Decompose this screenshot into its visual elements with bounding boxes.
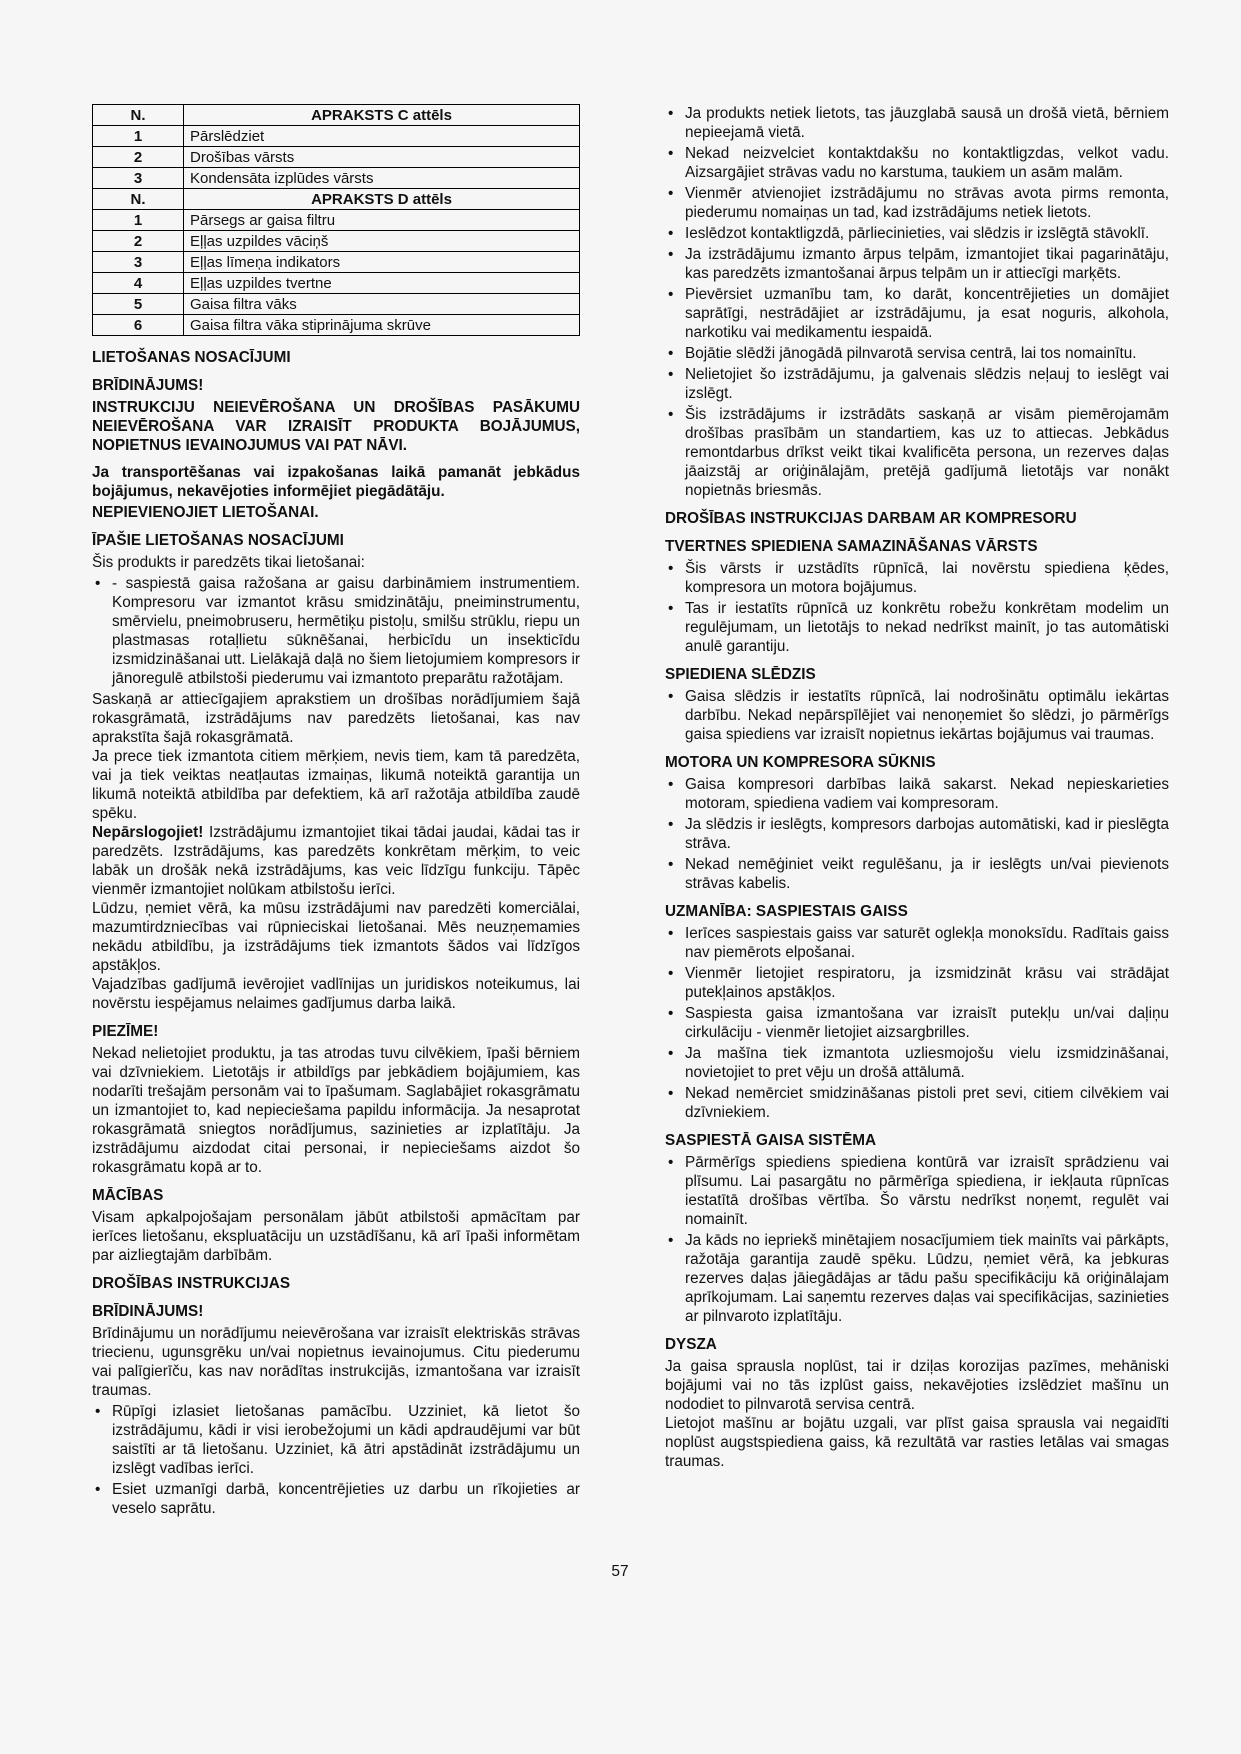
table-row [93, 147, 580, 168]
list-item: • Vienmēr lietojiet respiratoru, ja izsmidzināt krāsu vai strādājat putekļainos apstākļos. [665, 964, 1169, 1002]
heading-spiediena: SPIEDIENA SLĒDZIS [665, 666, 816, 683]
paragraph-ja-prece: Ja prece tiek izmantota citiem mērķiem, nevis tiem, kam tā paredzēta, vai ja tiek veiktas neatļautas izmaiņas, likumā noteiktā garantija un likumā noteiktā atbildība par defektiem, kā arī ražotāja atbildība zaudē spēku. [92, 748, 580, 822]
list-item: • Šis vārsts ir uzstādīts rūpnīcā, lai novērstu spiediena ķēdes, kompresora un motora bojājumus. [665, 559, 1169, 597]
list-item: • Tas ir iestatīts rūpnīcā uz konkrētu robežu konkrētam modelim un regulējumam, un lietotājs to nekad nedrīkst mainīt, jo tas automātiski anulē garantiju. [665, 599, 1169, 656]
heading-bridinajums-1: BRĪDINĀJUMS! [92, 377, 204, 394]
general-safety-list [665, 104, 1169, 500]
table-header-title: APRAKSTS D attēls [184, 189, 580, 210]
warning-caps: INSTRUKCIJU NEIEVĒROŠANA UN DROŠĪBAS PASĀKUMU NEIEVĒROŠANA VAR IZRAISĪT PRODUKTA BOJĀJUMUS, NOPIETNUS IEVAINOJUMUS VAI PAT NĀVI. [92, 399, 580, 454]
table-header-title: APRAKSTS C attēls [184, 105, 580, 126]
list-item: • Ierīces saspiestais gaiss var saturēt oglekļa monoksīdu. Radītais gaiss nav piemērots elpošanai. [665, 924, 1169, 962]
list-item: • Esiet uzmanīgi darbā, koncentrējieties uz darbu un rīkojieties ar veselo saprātu. [92, 1480, 580, 1518]
table-header-row [93, 189, 580, 210]
bottom-list [92, 1402, 580, 1518]
heading-uzmaniba: UZMANĪBA: SASPIESTAIS GAISS [665, 903, 908, 920]
heading-kompresoru: DROŠĪBAS INSTRUKCIJAS DARBAM AR KOMPRESORU [665, 510, 1077, 527]
paragraph-dysza-2: Lietojot mašīnu ar bojātu uzgali, var plīst gaisa sprausla vai negaidīti noplūst augstspiediena gaiss, kā rezultātā var rasties letālas vai smagas traumas. [665, 1415, 1169, 1470]
list-item: • Ja izstrādājumu izmanto ārpus telpām, izmantojiet tikai pagarinātāju, kas paredzēts izmantošanai ārpus telpām un ir attiecīgi marķēts. [665, 245, 1169, 283]
list-item: • Gaisa slēdzis ir iestatīts rūpnīcā, lai nodrošinātu optimālu iekārtas darbību. Nekad nepārspīlējiet vai nenoņemiet šo slēdzi, jo pārmērīgs gaisa spiediens var izraisīt nopietnus iekārtas bojājumus vai traumas. [665, 687, 1169, 744]
heading-ipasie: ĪPAŠIE LIETOŠANAS NOSACĪJUMI [92, 532, 344, 549]
paragraph-bridinajumu: Brīdinājumu un norādījumu neievērošana var izraisīt elektriskās strāvas triecienu, ugunsgrēku un/vai nopietnus ievainojumus. Citu piederumu vai palīgierīču, kas nav norādītas instrukcijās, izmantošana var izraisīt traumas. [92, 1325, 580, 1399]
table-cell-text: Eļļas uzpildes tvertne [184, 273, 580, 294]
nepievienojiet: NEPIEVIENOJIET LIETOŠANAI. [92, 504, 319, 521]
tvertnes-list [665, 559, 1169, 656]
table-row [93, 126, 580, 147]
paragraph-vajadzibas: Vajadzības gadījumā ievērojiet vadlīnijas un juridiskos noteikumus, lai novērstu iespējamus nelaimes gadījumus darba laikā. [92, 976, 580, 1012]
table-cell-text: Gaisa filtra vāks [184, 294, 580, 315]
list-item: • Nelietojiet šo izstrādājumu, ja galvenais slēdzis neļauj to ieslēgt vai izslēgt. [665, 365, 1169, 403]
paragraph-ludzu: Lūdzu, ņemiet vērā, ka mūsu izstrādājumi nav paredzēti komerciālai, mazumtirdzniecības vai rūpnieciskai lietošanai. Mēs neuzņemamies nekādu atbildību, ja izstrādājums tiek izmantots šādos vai līdzīgos apstākļos. [92, 900, 580, 974]
heading-bridinajums-2: BRĪDINĀJUMS! [92, 1303, 204, 1320]
paragraph-saskana: Saskaņā ar attiecīgajiem aprakstiem un drošības norādījumiem šajā rokasgrāmatā, izstrādājums nav paredzēts lietošanai, kas nav aprakstīta šajā rokasgrāmatā. [92, 691, 580, 746]
neparslogojiet-bold: Nepārslogojiet! [92, 824, 204, 841]
table-row [93, 273, 580, 294]
sistema-list [665, 1153, 1169, 1326]
list-item: • Ja slēdzis ir ieslēgts, kompresors darbojas automātiski, kad ir pieslēgta strāva. [665, 815, 1169, 853]
page-number: 57 [611, 1563, 629, 1580]
heading-dysza: DYSZA [665, 1336, 717, 1353]
table-header-num: N. [93, 105, 184, 126]
table-cell-num: 2 [93, 231, 184, 252]
list-item: • Pārmērīgs spiediens spiediena kontūrā var izraisīt sprādzienu vai plīsumu. Lai pasargātu no pārmērīga spiediena, ir iekļauta rūpnīcas iestatītā drošības vērtība. Šo vārstu nedrīkst noņemt, regulēt vai nomainīt. [665, 1153, 1169, 1229]
table-cell-num: 1 [93, 210, 184, 231]
neparslogojiet-rest: Izstrādājumu izmantojiet tikai tādai jaudai, kādai tas ir paredzēts. Izstrādājums, kas paredzēts konkrētam mērķim, to veic labāk un drošāk nekā izstrādājums, kas veic līdzīgu funkciju. Tāpēc vienmēr izmantojiet nolūkam atbilstošu ierīci. [92, 824, 580, 898]
list-item: • Šis izstrādājums ir izstrādāts saskaņā ar visām piemērojamām drošības prasībām un standartiem, kas uz to attiecas. Jebkādus remontdarbus drīkst veikt tikai kvalificēta persona, un rezerves daļas jāaizstāj ar oriģinālajām, pretējā gadījumā lietotājs var nonākt nopietnās briesmās. [665, 405, 1169, 500]
heading-lietosanas: LIETOŠANAS NOSACĪJUMI [92, 349, 291, 366]
list-item: • Saspiesta gaisa izmantošana var izraisīt putekļu un/vai daļiņu cirkulāciju - vienmēr lietojiet aizsargbrilles. [665, 1004, 1169, 1042]
list-item: • Pievērsiet uzmanību tam, ko darāt, koncentrējieties un domājiet saprātīgi, nestrādājiet ar izstrādājumu, ja esat noguris, alkohola, narkotiku vai medikamentu iespaidā. [665, 285, 1169, 342]
heading-motora: MOTORA UN KOMPRESORA SŪKNIS [665, 754, 936, 771]
table-row [93, 231, 580, 252]
table-cell-text: Kondensāta izplūdes vārsts [184, 168, 580, 189]
table-cell-text: Pārslēdziet [184, 126, 580, 147]
heading-piezime: PIEZĪME! [92, 1023, 159, 1040]
list-item: • Rūpīgi izlasiet lietošanas pamācību. Uzziniet, kā lietot šo izstrādājumu, kādi ir visi ierobežojumi un kādi apdraudējumi var būt saistīti ar tā lietošanu. Uzziniet, kā ātri apstādināt izstrādājumu un izslēgt vadības ierīci. [92, 1402, 580, 1478]
uzmaniba-list [665, 924, 1169, 1122]
table-cell-num: 4 [93, 273, 184, 294]
paragraph-macibas: Visam apkalpojošajam personālam jābūt atbilstoši apmācītam par ierīces lietošanu, ekspluatāciju un uzstādīšanu, kā arī īpaši informētam par aizliegtajām darbībām. [92, 1209, 580, 1264]
table-row [93, 294, 580, 315]
paragraph-dysza-1: Ja gaisa sprausla noplūst, tai ir dziļas korozijas pazīmes, mehāniski bojājumi vai no tās izplūst gaiss, nekavējoties izslēdziet mašīnu un nododiet to pilnvarotā servisa centrā. [665, 1358, 1169, 1413]
list-item: • Nekad neizvelciet kontaktdakšu no kontaktligzdas, velkot vadu. Aizsargājiet strāvas vadu no karstuma, taukiem un asām malām. [665, 144, 1169, 182]
table-cell-num: 5 [93, 294, 184, 315]
table-header-row [93, 105, 580, 126]
table-cell-num: 3 [93, 252, 184, 273]
heading-macibas: MĀCĪBAS [92, 1187, 164, 1204]
table-cell-num: 2 [93, 147, 184, 168]
table-cell-num: 3 [93, 168, 184, 189]
motora-list [665, 775, 1169, 893]
list-item: • Ieslēdzot kontaktligzdā, pārliecinieties, vai slēdzis ir izslēgtā stāvoklī. [665, 224, 1169, 243]
right-column [665, 104, 1169, 1471]
list-item: • Nekad nemēģiniet veikt regulēšanu, ja ir ieslēgts un/vai pievienots strāvas kabelis. [665, 855, 1169, 893]
table-row [93, 210, 580, 231]
table-cell-text: Pārsegs ar gaisa filtru [184, 210, 580, 231]
list-item: • Gaisa kompresori darbības laikā sakarst. Nekad nepieskarieties motoram, spiediena vadiem vai kompresoram. [665, 775, 1169, 813]
ipasie-list [92, 574, 580, 688]
paragraph-neparslogojiet [92, 823, 580, 899]
table-cell-text: Drošības vārsts [184, 147, 580, 168]
table-row [93, 168, 580, 189]
list-item: • Nekad nemērciet smidzināšanas pistoli pret sevi, citiem cilvēkiem vai dzīvniekiem. [665, 1084, 1169, 1122]
table-cell-text: Eļļas līmeņa indikators [184, 252, 580, 273]
table-cell-text: Gaisa filtra vāka stiprinājuma skrūve [184, 315, 580, 336]
transport-note: Ja transportēšanas vai izpakošanas laikā pamanāt jebkādus bojājumus, nekavējoties informējiet piegādātāju. [92, 464, 580, 500]
table-row [93, 252, 580, 273]
list-item: • Ja mašīna tiek izmantota uzliesmojošu vielu izsmidzināšanai, novietojiet to pret vēju un drošā attālumā. [665, 1044, 1169, 1082]
list-item: • Ja kāds no iepriekš minētajiem nosacījumiem tiek mainīts vai pārkāpts, ražotāja garantija zaudē spēku. Lūdzu, ņemiet vērā, ka jebkuras rezerves daļas jāiegādājas ar tādu pašu specifikāciju kā oriģinālajam aprīkojumam. Lai saņemtu rezerves daļas vai specifikācijas, sazinieties ar pilnvaroto izplatītāju. [665, 1231, 1169, 1326]
ipasie-intro: Šis produkts ir paredzēts tikai lietošanai: [92, 554, 365, 571]
table-row [93, 315, 580, 336]
list-item: • Bojātie slēdži jānogādā pilnvarotā servisa centrā, lai tos nomainītu. [665, 344, 1169, 363]
list-item: • - saspiestā gaisa ražošana ar gaisu darbināmiem instrumentiem. Kompresoru var izmantot krāsu smidzinātāju, pneiminstrumentu, smērvielu, pneimobruseru, hermētiķu pistoļu, smilšu strūklu, riepu un plastmasas rotaļlietu sūknēšanai, herbicīdu un insekticīdu izsmidzināšanai utt. Lielākajā daļā no šiem lietojumiem kompresors ir jānoregulē atbilstoši piederumu vai izmantoto preparātu ražotājam. [92, 574, 580, 688]
spiediena-list [665, 687, 1169, 744]
list-item: • Vienmēr atvienojiet izstrādājumu no strāvas avota pirms remonta, piederumu nomaiņas un tad, kad izstrādājums netiek lietots. [665, 184, 1169, 222]
table-cell-text: Eļļas uzpildes vāciņš [184, 231, 580, 252]
parts-table [92, 104, 580, 336]
paragraph-piezime: Nekad nelietojiet produktu, ja tas atrodas tuvu cilvēkiem, īpaši bērniem vai dzīvniekiem. Lietotājs ir atbildīgs par jebkādiem bojājumiem, kas nodarīti trešajām personām vai to īpašumam. Saglabājiet rokasgrāmatu un izmantojiet to, kad nepieciešama papildu informācija. Ja nesaprotat rokasgrāmatā sniegtos norādījumus, sazinieties ar izplatītāju. Ja izstrādājumu aizdodat citai personai, ir nepieciešams aizdot šo rokasgrāmatu kopā ar to. [92, 1045, 580, 1176]
heading-tvertnes: TVERTNES SPIEDIENA SAMAZINĀŠANAS VĀRSTS [665, 538, 1038, 555]
parts-table-body [93, 105, 580, 336]
left-column [92, 104, 580, 1520]
heading-drosibas-instrukcijas: DROŠĪBAS INSTRUKCIJAS [92, 1275, 291, 1292]
table-cell-num: 1 [93, 126, 184, 147]
table-header-num: N. [93, 189, 184, 210]
table-cell-num: 6 [93, 315, 184, 336]
list-item: • Ja produkts netiek lietots, tas jāuzglabā sausā un drošā vietā, bērniem nepieejamā vietā. [665, 104, 1169, 142]
heading-sistema: SASPIESTĀ GAISA SISTĒMA [665, 1132, 877, 1149]
